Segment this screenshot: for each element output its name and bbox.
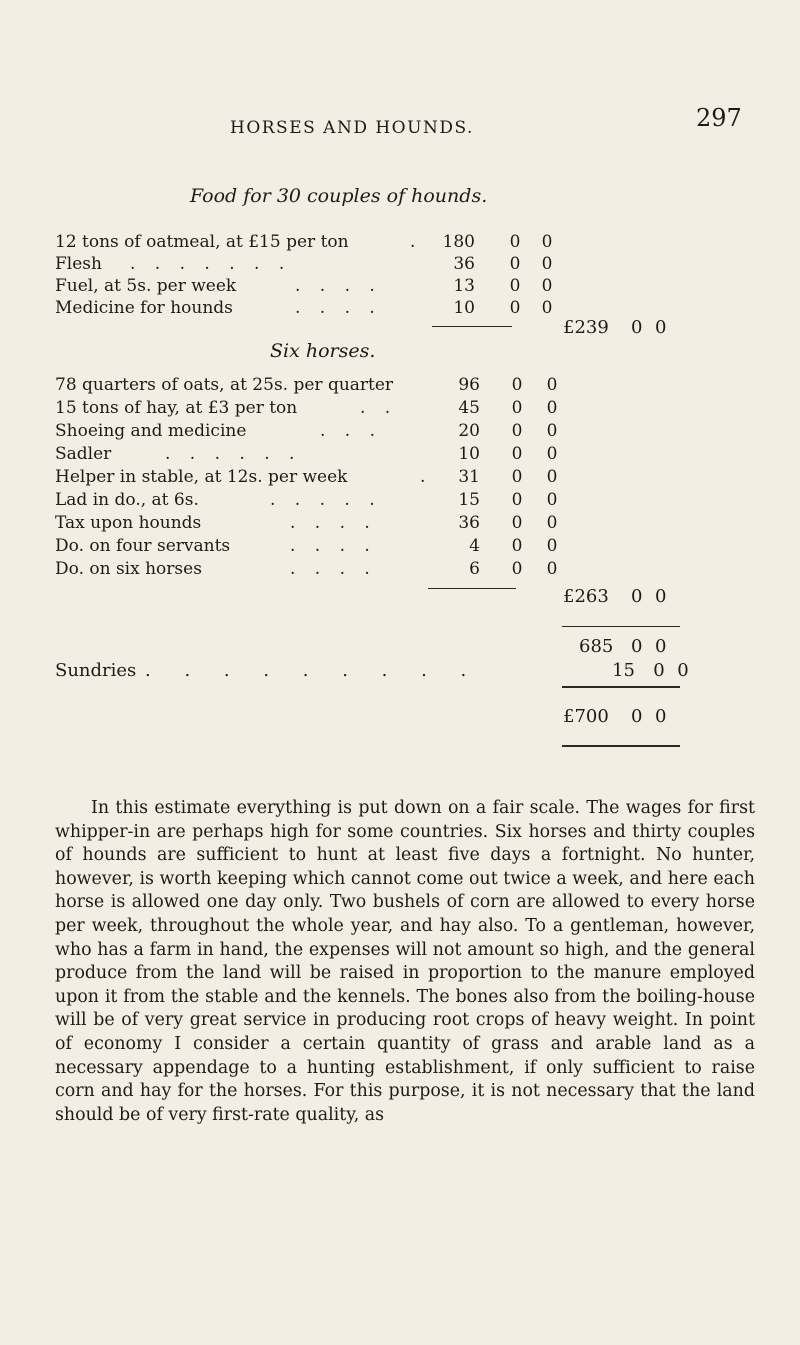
- leader-dots: . . . . . .: [165, 444, 302, 464]
- grand-total-underline: [562, 745, 680, 747]
- leader-dots: . .: [360, 398, 398, 418]
- item-label: Lad in do., at 6s.: [55, 490, 199, 510]
- pounds-value: 36: [453, 254, 475, 274]
- pounds-value: 31: [458, 467, 480, 487]
- shillings-value: 0: [511, 513, 523, 533]
- grand-total-shillings: 0: [631, 706, 643, 727]
- pence-value: 0: [541, 254, 553, 274]
- grand-total-pounds: £700: [563, 706, 609, 727]
- sundries-pounds: 15: [612, 660, 635, 681]
- shillings-value: 0: [509, 254, 521, 274]
- subtotal-pence: 0: [655, 636, 667, 657]
- shillings-value: 0: [511, 398, 523, 418]
- total-shillings: 0: [631, 586, 643, 607]
- shillings-value: 0: [509, 276, 521, 296]
- pence-value: 0: [546, 421, 558, 441]
- item-label: Do. on four servants: [55, 536, 231, 556]
- item-label: 78 quarters of oats, at 25s. per quarter: [55, 375, 394, 395]
- running-head: HORSES AND HOUNDS.: [230, 118, 474, 138]
- leader-dots: . . . .: [290, 559, 377, 579]
- subtotal-shillings: 0: [631, 636, 643, 657]
- shillings-value: 0: [511, 559, 523, 579]
- subtotal-rule: [432, 326, 512, 327]
- item-label: Flesh: [55, 254, 102, 274]
- pounds-value: 36: [458, 513, 480, 533]
- pence-value: 0: [541, 276, 553, 296]
- pence-value: 0: [546, 536, 558, 556]
- item-label: 12 tons of oatmeal, at £15 per ton: [55, 232, 349, 252]
- food-caption: Food for 30 couples of hounds.: [190, 185, 488, 207]
- item-label: Do. on six horses: [55, 559, 202, 579]
- item-label: 15 tons of hay, at £3 per ton: [55, 398, 298, 418]
- pence-value: 0: [546, 375, 558, 395]
- leader-dots: . . . .: [295, 298, 382, 318]
- sundries-label: Sundries: [55, 660, 137, 681]
- body-paragraph: In this estimate everything is put down on a fair scale. The wages for first whipper-in are perhaps high for some countries. Six horses and thirty couples of hounds are sufficient to hunt at least five days a fortnight. No hunter, however, is worth keeping which cannot come out twice a week, and here each horse is allowed one day only. Two bushels of corn are allowed to every horse per week, throughout the whole year, and hay also. To a gentleman, however, who has a farm in hand, the expenses will not amount so high, and the general produce from the land will be raised in proportion to the manure employed upon it from the stable and the kennels. The bones also from the boiling-house will be of very great service in producing root crops of heavy weight. In point of economy I consider a certain quantity of grass and arable land as a necessary appendage to a hunting establishment, if only sufficient to raise corn and hay for the horses. For this purpose, it is not necessary that the land should be of very first-rate quality, as: [55, 798, 755, 1125]
- pounds-value: 96: [458, 375, 480, 395]
- total-pounds: £263: [563, 586, 609, 607]
- leader-dots: . . . . . . . . .: [145, 660, 481, 681]
- leader-dots: . . . .: [290, 536, 377, 556]
- total-pence: 0: [655, 586, 667, 607]
- pence-value: 0: [546, 513, 558, 533]
- shillings-value: 0: [511, 421, 523, 441]
- subtotal-pounds: 685: [579, 636, 614, 657]
- pence-value: 0: [546, 398, 558, 418]
- leader-dots: . . . . . . .: [130, 254, 292, 274]
- pence-value: 0: [546, 559, 558, 579]
- pounds-value: 10: [453, 298, 475, 318]
- subtotal-rule: [428, 588, 516, 589]
- pence-value: 0: [541, 298, 553, 318]
- shillings-value: 0: [511, 444, 523, 464]
- pounds-value: 45: [458, 398, 480, 418]
- pounds-value: 20: [458, 421, 480, 441]
- pence-value: 0: [546, 444, 558, 464]
- shillings-value: 0: [511, 467, 523, 487]
- leader-dots: . . .: [320, 421, 383, 441]
- item-label: Shoeing and medicine: [55, 421, 247, 441]
- page-number: 297: [696, 104, 742, 132]
- pence-value: 0: [546, 467, 558, 487]
- leader-dots: .: [410, 232, 423, 252]
- item-label: Medicine for hounds: [55, 298, 233, 318]
- shillings-value: 0: [509, 298, 521, 318]
- pounds-value: 180: [442, 232, 475, 252]
- leader-dots: . . . . .: [270, 490, 382, 510]
- shillings-value: 0: [511, 536, 523, 556]
- item-label: Tax upon hounds: [55, 513, 202, 533]
- grand-total-rule: [562, 686, 680, 688]
- leader-dots: . . . .: [290, 513, 377, 533]
- pounds-value: 6: [469, 559, 480, 579]
- shillings-value: 0: [509, 232, 521, 252]
- item-label: Helper in stable, at 12s. per week: [55, 467, 348, 487]
- horses-caption: Six horses.: [270, 340, 376, 362]
- pounds-value: 10: [458, 444, 480, 464]
- sundries-pence: 0: [677, 660, 689, 681]
- pence-value: 0: [546, 490, 558, 510]
- sum-rule: [562, 626, 680, 627]
- shillings-value: 0: [511, 375, 523, 395]
- leader-dots: .: [420, 467, 433, 487]
- pounds-value: 13: [453, 276, 475, 296]
- total-pounds: £239: [563, 317, 609, 338]
- total-shillings: 0: [631, 317, 643, 338]
- shillings-value: 0: [511, 490, 523, 510]
- pounds-value: 4: [469, 536, 480, 556]
- total-pence: 0: [655, 317, 667, 338]
- pence-value: 0: [541, 232, 553, 252]
- pounds-value: 15: [458, 490, 480, 510]
- item-label: Sadler: [55, 444, 112, 464]
- leader-dots: . . . .: [295, 276, 382, 296]
- sundries-shillings: 0: [653, 660, 665, 681]
- grand-total-pence: 0: [655, 706, 667, 727]
- item-label: Fuel, at 5s. per week: [55, 276, 237, 296]
